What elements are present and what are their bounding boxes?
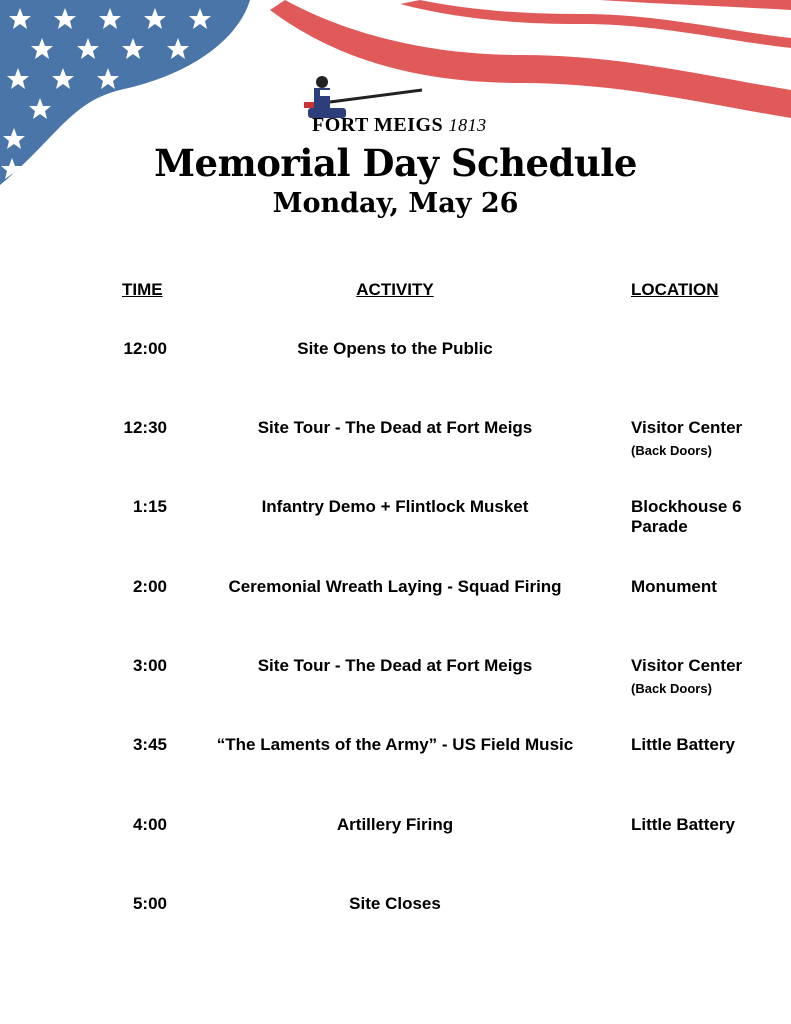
row-location-text: Visitor Center bbox=[631, 656, 743, 675]
row-location bbox=[631, 339, 781, 342]
schedule-row bbox=[0, 577, 791, 637]
row-location bbox=[631, 497, 761, 540]
row-time: 12:00 bbox=[123, 339, 167, 358]
header-time: TIME bbox=[122, 280, 163, 299]
row-time: 3:00 bbox=[132, 656, 167, 675]
row-location-note: (Back Doors) bbox=[631, 443, 712, 458]
logo-name: FORT MEIGS bbox=[312, 114, 444, 136]
schedule-row bbox=[0, 894, 791, 954]
row-location bbox=[631, 656, 781, 699]
schedule-row bbox=[0, 418, 791, 478]
row-location-text: Monument bbox=[631, 577, 717, 596]
page-subtitle: Monday, May 26 bbox=[272, 188, 519, 219]
header-activity: ACTIVITY bbox=[356, 280, 434, 299]
row-location-note: (Back Doors) bbox=[631, 681, 712, 696]
row-location bbox=[631, 735, 781, 758]
row-activity: “The Laments of the Army” - US Field Music bbox=[216, 735, 574, 754]
row-location bbox=[631, 418, 781, 461]
row-activity: Site Opens to the Public bbox=[297, 339, 493, 358]
schedule-row bbox=[0, 656, 791, 716]
row-time: 2:00 bbox=[132, 577, 167, 596]
row-activity: Infantry Demo + Flintlock Musket bbox=[261, 497, 529, 516]
schedule-row bbox=[0, 497, 791, 557]
schedule-row bbox=[0, 735, 791, 795]
schedule-row bbox=[0, 815, 791, 875]
row-time: 5:00 bbox=[132, 894, 167, 913]
row-location bbox=[631, 815, 781, 838]
row-location-text: Little Battery bbox=[631, 735, 735, 754]
row-location bbox=[631, 894, 781, 897]
row-activity: Site Tour - The Dead at Fort Meigs bbox=[257, 418, 533, 437]
row-location-text: Little Battery bbox=[631, 815, 735, 834]
page-title: Memorial Day Schedule bbox=[154, 141, 637, 185]
logo-text bbox=[312, 114, 492, 137]
row-activity: Site Closes bbox=[349, 894, 441, 913]
row-time: 4:00 bbox=[132, 815, 167, 834]
header-location: LOCATION bbox=[631, 280, 719, 299]
row-activity: Artillery Firing bbox=[336, 815, 454, 834]
row-time: 12:30 bbox=[123, 418, 167, 437]
row-location bbox=[631, 577, 781, 600]
row-time: 3:45 bbox=[132, 735, 167, 754]
logo-year: 1813 bbox=[448, 115, 487, 135]
row-activity: Site Tour - The Dead at Fort Meigs bbox=[257, 656, 533, 675]
row-location-text: Blockhouse 6 Parade bbox=[631, 497, 742, 536]
schedule-row bbox=[0, 339, 791, 399]
row-activity: Ceremonial Wreath Laying - Squad Firing bbox=[228, 577, 562, 596]
row-time: 1:15 bbox=[132, 497, 167, 516]
row-location-text: Visitor Center bbox=[631, 418, 743, 437]
